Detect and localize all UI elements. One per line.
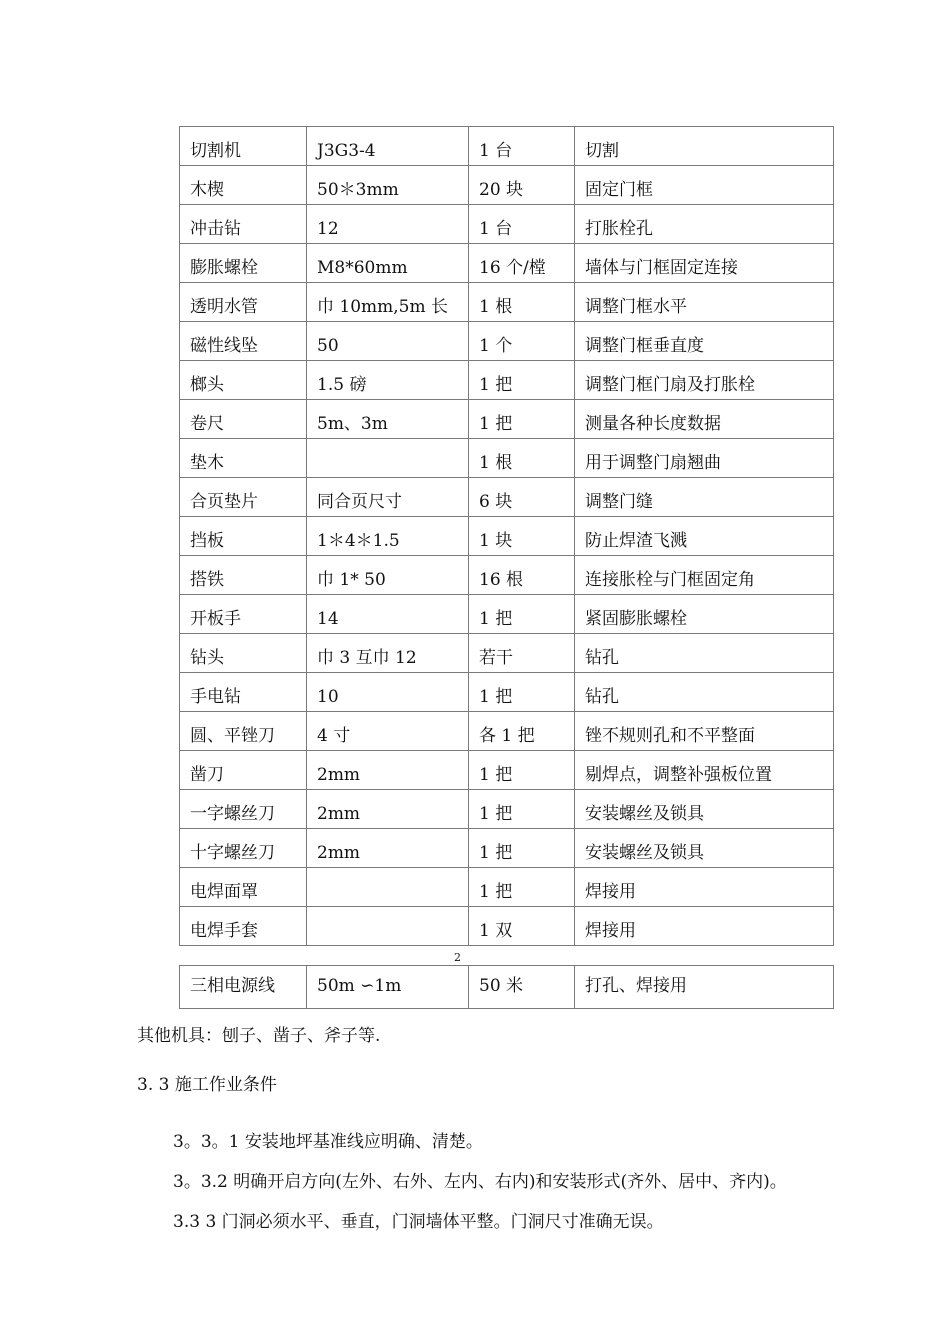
tool-purpose-cell <box>575 166 834 205</box>
tool-purpose-cell <box>575 829 834 868</box>
tool-purpose-cell <box>575 634 834 673</box>
cell-text: 焊接用 <box>585 920 636 941</box>
cell-text: 安装螺丝及锁具 <box>585 842 704 863</box>
tool-spec-cell <box>307 166 469 205</box>
cell-text: 切割机 <box>190 140 241 161</box>
tool-quantity-cell <box>469 283 575 322</box>
tool-spec-cell <box>307 283 469 322</box>
cell-text: 钻孔 <box>585 647 619 668</box>
cell-text: 16 根 <box>479 569 524 590</box>
tool-purpose-cell <box>575 244 834 283</box>
cell-text: 打胀栓孔 <box>585 218 653 239</box>
cell-text: 50 <box>317 335 339 356</box>
tool-quantity-cell <box>469 322 575 361</box>
section-heading: 3. 3 施工作业条件 <box>137 1075 277 1095</box>
cell-text: 焊接用 <box>585 881 636 902</box>
table-row <box>180 907 834 946</box>
table-row <box>180 868 834 907</box>
table-row <box>180 361 834 400</box>
cell-text: 开板手 <box>190 608 241 629</box>
cell-text: 一字螺丝刀 <box>190 803 275 824</box>
table-row <box>180 790 834 829</box>
tool-purpose-cell <box>575 400 834 439</box>
tool-purpose-cell <box>575 751 834 790</box>
cell-text: 50＊3mm <box>317 179 399 200</box>
tool-name-cell <box>180 439 307 478</box>
cell-text: 1 把 <box>479 686 513 707</box>
cell-text: 1 个 <box>479 335 513 356</box>
tool-quantity-cell <box>469 439 575 478</box>
cell-text: 12 <box>317 218 339 239</box>
cell-text: 1 把 <box>479 374 513 395</box>
tool-quantity-cell <box>469 712 575 751</box>
tool-quantity-cell <box>469 966 575 1009</box>
tool-name-cell <box>180 322 307 361</box>
table-row <box>180 517 834 556</box>
tool-name-cell <box>180 283 307 322</box>
cell-text: 剔焊点，调整补强板位置 <box>585 764 772 785</box>
tool-spec-cell <box>307 205 469 244</box>
tool-purpose-cell <box>575 478 834 517</box>
cell-text: 50m ∽1m <box>317 976 402 997</box>
condition-item-1: 3。3。1 安装地坪基准线应明确、清楚。 <box>173 1132 483 1152</box>
tool-spec-cell <box>307 868 469 907</box>
cell-text: 16 个/樘 <box>479 257 546 278</box>
tool-name-cell <box>180 205 307 244</box>
tool-spec-cell <box>307 907 469 946</box>
table-row <box>180 322 834 361</box>
cell-text: 手电钻 <box>190 686 241 707</box>
table-row <box>180 127 834 166</box>
tool-purpose-cell <box>575 673 834 712</box>
tool-quantity-cell <box>469 751 575 790</box>
cell-text: 10 <box>317 686 339 707</box>
cell-text: 电焊面罩 <box>190 881 258 902</box>
tool-name-cell <box>180 868 307 907</box>
tool-name-cell <box>180 361 307 400</box>
cell-text: 1 把 <box>479 803 513 824</box>
tool-spec-cell <box>307 244 469 283</box>
tool-name-cell <box>180 829 307 868</box>
cell-text: 透明水管 <box>190 296 258 317</box>
cell-text: 1 把 <box>479 413 513 434</box>
tool-spec-cell <box>307 634 469 673</box>
table-row <box>180 712 834 751</box>
tool-purpose-cell <box>575 556 834 595</box>
table-row <box>180 166 834 205</box>
cell-text: 1 把 <box>479 764 513 785</box>
cell-text: 搭铁 <box>190 569 224 590</box>
tool-spec-cell <box>307 829 469 868</box>
tool-spec-cell <box>307 400 469 439</box>
tool-spec-cell <box>307 556 469 595</box>
cell-text: 2mm <box>317 803 361 824</box>
cell-text: 4 寸 <box>317 725 351 746</box>
tool-quantity-cell <box>469 205 575 244</box>
other-tools-text: 其他机具：刨子、凿子、斧子等. <box>137 1026 381 1046</box>
cell-text: 1 根 <box>479 296 513 317</box>
cell-text: 防止焊渣飞溅 <box>585 530 687 551</box>
cell-text: 钻头 <box>190 647 224 668</box>
page-number: 2 <box>454 951 461 964</box>
tool-quantity-cell <box>469 790 575 829</box>
tool-purpose-cell <box>575 283 834 322</box>
cell-text: 6 块 <box>479 491 513 512</box>
cell-text: 各 1 把 <box>479 725 535 746</box>
tool-purpose-cell <box>575 907 834 946</box>
table-row <box>180 634 834 673</box>
cell-text: 1 双 <box>479 920 513 941</box>
cell-text: 圆、平锉刀 <box>190 725 275 746</box>
tool-spec-cell <box>307 673 469 712</box>
cell-text: 紧固膨胀螺栓 <box>585 608 687 629</box>
tools-table-body <box>180 127 834 946</box>
cell-text: 同合页尺寸 <box>317 491 402 512</box>
cell-text: 连接胀栓与门框固定角 <box>585 569 755 590</box>
cell-text: 膨胀螺栓 <box>190 257 258 278</box>
cell-text: 1 台 <box>479 140 513 161</box>
tool-spec-cell <box>307 361 469 400</box>
cell-text: 20 块 <box>479 179 524 200</box>
cell-text: 冲击钻 <box>190 218 241 239</box>
table-row <box>180 595 834 634</box>
tool-purpose-cell <box>575 868 834 907</box>
cell-text: 卷尺 <box>190 413 224 434</box>
tool-name-cell <box>180 244 307 283</box>
tool-name-cell <box>180 751 307 790</box>
cell-text: 墙体与门框固定连接 <box>585 257 738 278</box>
tool-quantity-cell <box>469 829 575 868</box>
cell-text: 5m、3m <box>317 413 388 434</box>
tool-spec-cell <box>307 517 469 556</box>
tool-spec-cell <box>307 712 469 751</box>
tools-table <box>179 126 834 946</box>
table-row <box>180 751 834 790</box>
condition-item-2: 3。3.2 明确开启方向(左外、右外、左内、右内)和安装形式(齐外、居中、齐内)。 <box>173 1172 787 1192</box>
cell-text: 1 把 <box>479 608 513 629</box>
tool-name-cell <box>180 907 307 946</box>
cell-text: 2mm <box>317 764 361 785</box>
tool-spec-cell <box>307 790 469 829</box>
cell-text: 锉不规则孔和不平整面 <box>585 725 755 746</box>
tool-spec-cell <box>307 595 469 634</box>
tool-purpose-cell <box>575 790 834 829</box>
tool-name-cell <box>180 166 307 205</box>
tool-quantity-cell <box>469 127 575 166</box>
tool-quantity-cell <box>469 556 575 595</box>
tool-name-cell <box>180 790 307 829</box>
tool-name-cell <box>180 595 307 634</box>
cell-text: 固定门框 <box>585 179 653 200</box>
cell-text: 调整门框水平 <box>585 296 687 317</box>
tool-name-cell <box>180 478 307 517</box>
cell-text: 测量各种长度数据 <box>585 413 721 434</box>
cell-text: 巾 1* 50 <box>317 569 386 590</box>
cell-text: 合页垫片 <box>190 491 258 512</box>
cell-text: 1 把 <box>479 842 513 863</box>
tool-quantity-cell <box>469 166 575 205</box>
tool-purpose-cell <box>575 127 834 166</box>
tools-table-continued-body <box>180 966 834 1009</box>
cell-text: 电焊手套 <box>190 920 258 941</box>
tool-purpose-cell <box>575 712 834 751</box>
condition-item-3: 3.3 3 门洞必须水平、垂直，门洞墙体平整。门洞尺寸准确无误。 <box>173 1212 664 1232</box>
cell-text: 钻孔 <box>585 686 619 707</box>
cell-text: 三相电源线 <box>190 976 275 997</box>
tool-quantity-cell <box>469 634 575 673</box>
cell-text: 1 台 <box>479 218 513 239</box>
cell-text: 若干 <box>479 647 513 668</box>
tool-quantity-cell <box>469 907 575 946</box>
tools-table-continued <box>179 965 834 1009</box>
tool-name-cell <box>180 400 307 439</box>
tool-spec-cell <box>307 127 469 166</box>
tool-name-cell <box>180 634 307 673</box>
cell-text: 50 米 <box>479 976 524 997</box>
table-row <box>180 673 834 712</box>
tool-quantity-cell <box>469 244 575 283</box>
table-row <box>180 400 834 439</box>
cell-text: 调整门缝 <box>585 491 653 512</box>
tool-purpose-cell <box>575 322 834 361</box>
cell-text: 打孔、焊接用 <box>585 976 687 997</box>
tool-spec-cell <box>307 439 469 478</box>
table-row <box>180 205 834 244</box>
cell-text: 垫木 <box>190 452 224 473</box>
tool-name-cell <box>180 127 307 166</box>
table-row <box>180 283 834 322</box>
cell-text: 1 根 <box>479 452 513 473</box>
tool-quantity-cell <box>469 595 575 634</box>
tool-name-cell <box>180 673 307 712</box>
cell-text: 1 把 <box>479 881 513 902</box>
tool-name-cell <box>180 517 307 556</box>
tool-purpose-cell <box>575 439 834 478</box>
table-row <box>180 244 834 283</box>
cell-text: 1＊4＊1.5 <box>317 530 400 551</box>
cell-text <box>317 942 468 945</box>
tool-quantity-cell <box>469 673 575 712</box>
cell-text: 14 <box>317 608 339 629</box>
cell-text: 十字螺丝刀 <box>190 842 275 863</box>
cell-text: 2mm <box>317 842 361 863</box>
table-row <box>180 439 834 478</box>
table-row <box>180 556 834 595</box>
cell-text: 挡板 <box>190 530 224 551</box>
tool-spec-cell <box>307 966 469 1009</box>
cell-text: 凿刀 <box>190 764 224 785</box>
cell-text: J3G3-4 <box>317 140 376 161</box>
tool-purpose-cell <box>575 966 834 1009</box>
table-row <box>180 829 834 868</box>
cell-text: 切割 <box>585 140 619 161</box>
tool-purpose-cell <box>575 517 834 556</box>
cell-text: 用于调整门扇翘曲 <box>585 452 721 473</box>
tool-spec-cell <box>307 322 469 361</box>
tool-name-cell <box>180 966 307 1009</box>
table-row <box>180 478 834 517</box>
tool-quantity-cell <box>469 400 575 439</box>
table-row <box>180 966 834 1009</box>
cell-text: 1 块 <box>479 530 513 551</box>
tool-quantity-cell <box>469 868 575 907</box>
cell-text: 木楔 <box>190 179 224 200</box>
tool-quantity-cell <box>469 361 575 400</box>
tool-purpose-cell <box>575 595 834 634</box>
tool-spec-cell <box>307 478 469 517</box>
cell-text: 1.5 磅 <box>317 374 367 395</box>
cell-text: 安装螺丝及锁具 <box>585 803 704 824</box>
tool-purpose-cell <box>575 205 834 244</box>
tool-quantity-cell <box>469 478 575 517</box>
tool-name-cell <box>180 556 307 595</box>
cell-text: 磁性线坠 <box>190 335 258 356</box>
tool-spec-cell <box>307 751 469 790</box>
tool-quantity-cell <box>469 517 575 556</box>
cell-text: 调整门框垂直度 <box>585 335 704 356</box>
cell-text: M8*60mm <box>317 257 408 278</box>
tool-name-cell <box>180 712 307 751</box>
cell-text: 巾 3 互巾 12 <box>317 647 417 668</box>
cell-text: 调整门框门扇及打胀栓 <box>585 374 755 395</box>
cell-text: 榔头 <box>190 374 224 395</box>
tool-purpose-cell <box>575 361 834 400</box>
cell-text: 巾 10mm,5m 长 <box>317 296 449 317</box>
